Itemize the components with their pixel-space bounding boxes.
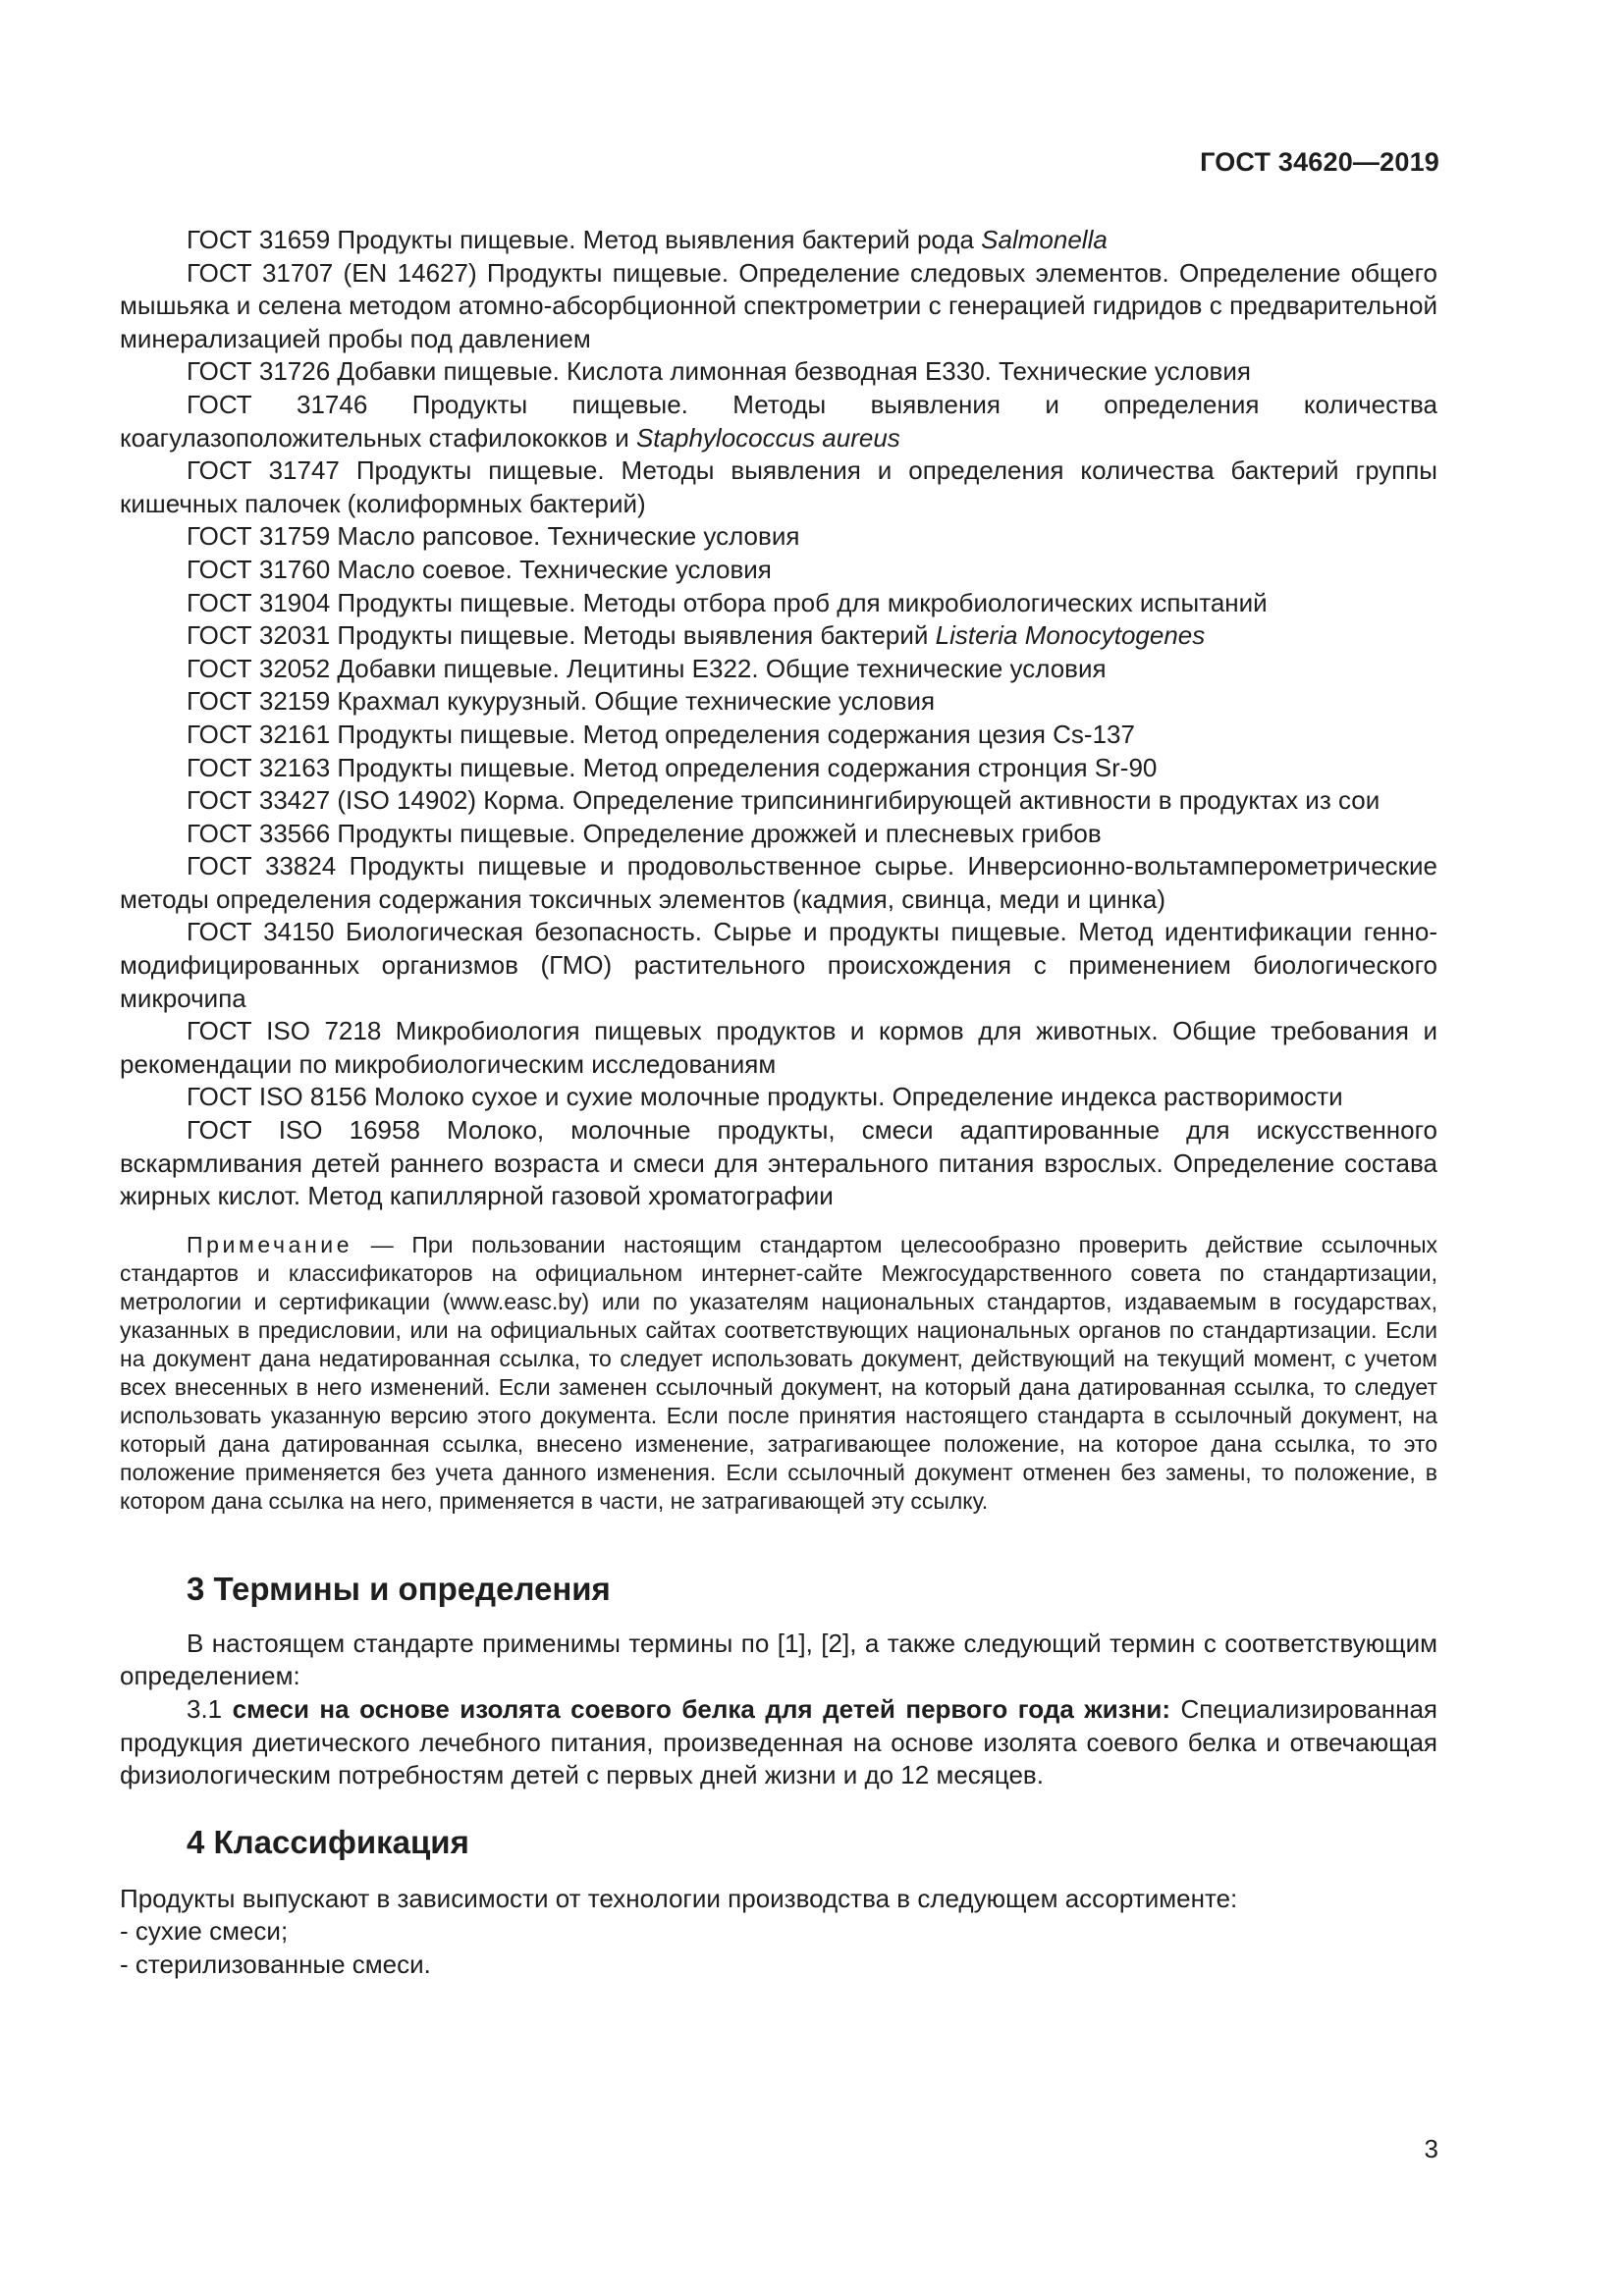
reference-title: Молоко сухое и сухие молочные продукты. Определение индекса растворимости [373,1082,1343,1112]
note-paragraph [120,1231,1437,1516]
reference-item [120,653,1437,686]
list-item: - сухие смеси; [120,1916,289,1947]
reference-title: Продукты пищевые и продовольственное сырье. Инверсионно-вольтамперометрические методы определения содержания токсичных элементов (кадмия, свинца, меди и цинка) [120,851,1438,914]
section-4-heading: 4 Классификация [187,1823,469,1860]
reference-code: ГОСТ 34150 [187,917,335,947]
reference-item [120,1015,1437,1081]
reference-title: Продукты пищевые. Определение следовых элементов. Определение общего мышьяка и селена методом атомно-абсорбционной спектрометрии с генерацией гидридов с предварительной минерализацией пробы под давлением [120,257,1437,353]
reference-item [120,685,1437,719]
reference-title: Продукты пищевые. Метод выявления бактерий рода [337,225,982,254]
reference-code: ГОСТ 31746 [187,389,368,419]
page-number: 3 [1424,2134,1438,2163]
reference-title: Продукты пищевые. Метод определения содержания стронция Sr-90 [337,752,1158,782]
reference-title: Масло соевое. Технические условия [337,554,772,584]
term-definition-text: Специализированная продукция диетического лечебного питания, произведенная на основе изолята соевого белка и отвечающая физиологическим потребностям детей с первых дней жизни и до 12 месяцев. [120,1694,1437,1790]
reference-title: Продукты пищевые. Определение дрожжей и плесневых грибов [337,818,1102,848]
reference-code: ГОСТ 31726 [187,356,331,387]
reference-item [120,619,1437,653]
reference-item [120,719,1437,752]
reference-item [120,850,1437,916]
reference-code: ГОСТ 33427 (ISO 14902) [187,785,477,816]
reference-title: Продукты пищевые. Метод определения содержания цезия Cs-137 [337,719,1135,749]
reference-title: Биологическая безопасность. Сырье и продукты пищевые. Метод идентификации генно-модифицированных организмов (ГМО) растительного происхождения с применением биологического микрочипа [120,917,1437,1013]
reference-title: Крахмал кукурузный. Общие технические условия [337,686,936,717]
standard-code: ГОСТ 34620—2019 [1200,147,1439,177]
reference-code: ГОСТ ISO 16958 [187,1115,420,1146]
list-item: - стерилизованные смеси. [120,1949,431,1979]
term-definition [120,1693,1437,1792]
section-3-heading: 3 Термины и определения [187,1570,611,1607]
reference-code: ГОСТ ISO 7218 [187,1016,382,1046]
reference-title: Продукты пищевые. Методы выявления и определения количества бактерий группы кишечных палочек (колиформных бактерий) [120,455,1437,518]
reference-italic: Salmonella [981,225,1108,254]
reference-item [120,1081,1437,1114]
note-label: Примечание [187,1231,353,1257]
section-4-intro: Продукты выпускают в зависимости от технологии производства в следующем ассортименте: [120,1883,1238,1913]
reference-code: ГОСТ 31659 [187,225,331,254]
reference-list [120,224,1437,1213]
reference-title: Масло рапсовое. Технические условия [337,521,800,552]
reference-title: Корма. Определение трипсинингибирующей активности в продуктах из сои [483,785,1380,816]
reference-code: ГОСТ 32163 [187,752,331,782]
reference-code: ГОСТ 31760 [187,554,331,584]
reference-code: ГОСТ 32052 [187,653,331,683]
reference-item [120,587,1437,620]
reference-item [120,916,1437,1015]
reference-italic: Listeria Monocytogenes [935,620,1206,651]
reference-code: ГОСТ 33824 [187,851,337,881]
reference-item [120,752,1437,785]
reference-code: ГОСТ 33566 [187,818,331,848]
reference-item [120,818,1437,851]
reference-title: Продукты пищевые. Методы выявления бактерий [337,620,936,651]
reference-code: ГОСТ 31904 [187,587,331,617]
reference-title: Продукты пищевые. Методы выявления и определения количества коагулазоположительных стафилококков и [120,389,1438,453]
reference-item [120,454,1437,520]
reference-code: ГОСТ 32159 [187,686,331,717]
page-content [120,224,1437,1982]
note-text: — При пользовании настоящим стандартом целесообразно проверить действие ссылочных стандартов и классификаторов на официальном интернет-сайте Межгосударственного совета по стандартизации, метрологии и сертификации (www.easc.by) или по указателям национальных стандартов, издаваемым в государствах, указанных в предисловии, или на официальных сайтах соответствующих национальных органов по стандартизации. Если на документ дана недатированная ссылка, то следует использовать документ, действующий на текущий момент, с учетом всех внесенных в него изменений. Если заменен ссылочный документ, на который дана датированная ссылка, то следует использовать указанную версию этого документа. Если после принятия настоящего стандарта в ссылочный документ, на который дана датированная ссылка, внесено изменение, затрагивающее положение, на которое дана ссылка, то это положение применяется без учета данного изменения. Если ссылочный документ отменен без замены, то положение, в котором дана ссылка на него, применяется в части, не затрагивающей эту ссылку. [120,1231,1437,1514]
reference-item [120,1114,1437,1213]
term-name: смеси на основе изолята соевого белка для детей первого года жизни: [232,1694,1170,1724]
reference-code: ГОСТ 31707 (EN 14627) [187,257,477,288]
section-3-intro: В настоящем стандарте применимы термины по [1], [2], а также следующий термин с соответствующим определением: [120,1628,1437,1691]
reference-item [120,520,1437,554]
reference-item [120,389,1437,454]
reference-code: ГОСТ 31759 [187,521,331,552]
reference-title: Микробиология пищевых продуктов и кормов для животных. Общие требования и рекомендации по микробиологическим исследованиям [120,1016,1437,1079]
reference-italic: Staphylococcus aureus [635,422,900,453]
reference-title: Молоко, молочные продукты, смеси адаптированные для искусственного вскармливания детей раннего возраста и смеси для энтерального питания взрослых. Определение состава жирных кислот. Метод капиллярной газовой хроматографии [120,1115,1437,1211]
reference-code: ГОСТ 31747 [187,455,340,486]
reference-item [120,554,1437,587]
term-number: 3.1 [187,1694,223,1724]
reference-title: Добавки пищевые. Лецитины E322. Общие технические условия [337,653,1107,683]
reference-title: Продукты пищевые. Методы отбора проб для микробиологических испытаний [337,587,1268,617]
reference-title: Добавки пищевые. Кислота лимонная безводная E330. Технические условия [337,356,1251,387]
reference-code: ГОСТ ISO 8156 [187,1082,367,1112]
reference-item [120,257,1437,356]
reference-item [120,224,1437,257]
reference-code: ГОСТ 32031 [187,620,331,651]
reference-item [120,355,1437,389]
reference-item [120,784,1437,818]
reference-code: ГОСТ 32161 [187,719,331,749]
